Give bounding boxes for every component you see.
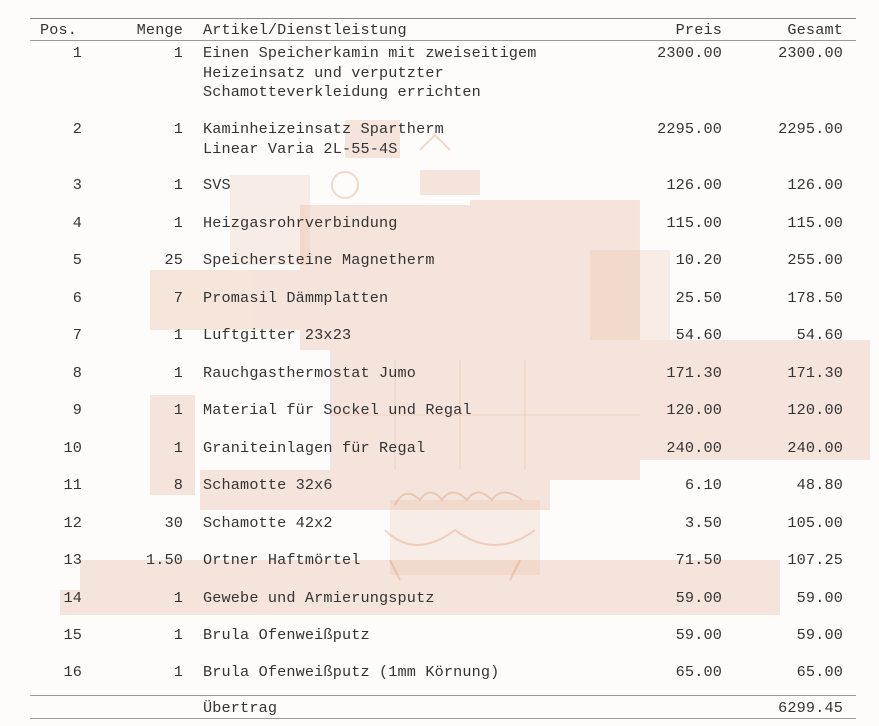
row-pos: 2 xyxy=(72,120,82,138)
row-artikel: Promasil Dämmplatten xyxy=(203,289,389,307)
table-footer-rule xyxy=(30,695,856,696)
row-artikel: Ortner Haftmörtel xyxy=(203,551,361,569)
row-pos: 6 xyxy=(72,289,82,307)
row-gesamt: 48.80 xyxy=(796,476,843,494)
table-bottom-rule xyxy=(30,718,856,719)
row-pos: 16 xyxy=(63,663,82,681)
row-pos: 9 xyxy=(72,401,82,419)
row-gesamt: 59.00 xyxy=(796,626,843,644)
row-artikel: Kaminheizeinsatz Spartherm Linear Varia 2L-55-4S xyxy=(203,120,444,158)
row-pos: 3 xyxy=(72,176,82,194)
header-gesamt: Gesamt xyxy=(787,21,843,39)
row-gesamt: 178.50 xyxy=(787,289,843,307)
table-header-rule xyxy=(30,40,856,41)
row-menge: 1 xyxy=(173,439,183,457)
row-artikel: Material für Sockel und Regal xyxy=(203,401,472,419)
row-preis: 65.00 xyxy=(675,663,722,681)
header-menge: Menge xyxy=(136,21,183,39)
row-artikel: Graniteinlagen für Regal xyxy=(203,439,426,457)
row-menge: 1 xyxy=(173,663,183,681)
row-menge: 7 xyxy=(173,289,183,307)
row-artikel: Brula Ofenweißputz (1mm Körnung) xyxy=(203,663,500,681)
row-artikel: Brula Ofenweißputz xyxy=(203,626,370,644)
row-artikel: Rauchgasthermostat Jumo xyxy=(203,364,417,382)
row-gesamt: 2300.00 xyxy=(778,44,843,62)
row-artikel: Einen Speicherkamin mit zweiseitigem Heizeinsatz und verputzter Schamotteverkleidung errichten xyxy=(203,44,537,101)
row-gesamt: 255.00 xyxy=(787,251,843,269)
row-menge: 1 xyxy=(173,120,183,138)
row-gesamt: 54.60 xyxy=(796,326,843,344)
row-preis: 2300.00 xyxy=(657,44,722,62)
row-menge: 30 xyxy=(164,514,183,532)
row-gesamt: 120.00 xyxy=(787,401,843,419)
row-menge: 1 xyxy=(173,214,183,232)
row-pos: 4 xyxy=(72,214,82,232)
row-menge: 1 xyxy=(173,176,183,194)
row-gesamt: 126.00 xyxy=(787,176,843,194)
row-artikel: Schamotte 32x6 xyxy=(203,476,333,494)
row-artikel: Speichersteine Magnetherm xyxy=(203,251,435,269)
header-artikel: Artikel/Dienstleistung xyxy=(203,21,407,39)
row-gesamt: 240.00 xyxy=(787,439,843,457)
row-artikel: Schamotte 42x2 xyxy=(203,514,333,532)
row-pos: 7 xyxy=(72,326,82,344)
row-artikel: Gewebe und Armierungsputz xyxy=(203,589,435,607)
row-preis: 10.20 xyxy=(675,251,722,269)
row-pos: 11 xyxy=(63,476,82,494)
header-preis: Preis xyxy=(675,21,722,39)
row-gesamt: 107.25 xyxy=(787,551,843,569)
row-menge: 1 xyxy=(173,589,183,607)
row-pos: 10 xyxy=(63,439,82,457)
row-preis: 3.50 xyxy=(684,514,722,532)
row-menge: 1 xyxy=(173,401,183,419)
row-menge: 1 xyxy=(173,326,183,344)
row-preis: 2295.00 xyxy=(657,120,722,138)
row-preis: 59.00 xyxy=(675,626,722,644)
row-gesamt: 59.00 xyxy=(796,589,843,607)
row-preis: 115.00 xyxy=(666,214,722,232)
row-menge: 8 xyxy=(173,476,183,494)
header-pos: Pos. xyxy=(40,21,78,39)
row-preis: 6.10 xyxy=(684,476,722,494)
row-preis: 120.00 xyxy=(666,401,722,419)
row-menge: 25 xyxy=(164,251,183,269)
row-preis: 54.60 xyxy=(675,326,722,344)
row-pos: 15 xyxy=(63,626,82,644)
row-artikel: Luftgitter 23x23 xyxy=(203,326,352,344)
row-pos: 12 xyxy=(63,514,82,532)
row-pos: 13 xyxy=(63,551,82,569)
row-preis: 240.00 xyxy=(666,439,722,457)
row-artikel: SVS xyxy=(203,176,231,194)
row-gesamt: 65.00 xyxy=(796,663,843,681)
row-menge: 1.50 xyxy=(145,551,183,569)
row-artikel: Heizgasrohrverbindung xyxy=(203,214,398,232)
row-pos: 14 xyxy=(63,589,82,607)
row-gesamt: 105.00 xyxy=(787,514,843,532)
carry-over-label: Übertrag xyxy=(203,699,278,717)
carry-over-total: 6299.45 xyxy=(778,699,843,717)
row-preis: 171.30 xyxy=(666,364,722,382)
row-preis: 59.00 xyxy=(675,589,722,607)
row-preis: 126.00 xyxy=(666,176,722,194)
row-gesamt: 115.00 xyxy=(787,214,843,232)
table-top-rule xyxy=(30,18,856,19)
row-pos: 8 xyxy=(72,364,82,382)
row-menge: 1 xyxy=(173,364,183,382)
row-gesamt: 171.30 xyxy=(787,364,843,382)
row-preis: 25.50 xyxy=(675,289,722,307)
row-preis: 71.50 xyxy=(675,551,722,569)
row-pos: 1 xyxy=(72,44,82,62)
row-pos: 5 xyxy=(72,251,82,269)
row-gesamt: 2295.00 xyxy=(778,120,843,138)
row-menge: 1 xyxy=(173,626,183,644)
row-menge: 1 xyxy=(173,44,183,62)
